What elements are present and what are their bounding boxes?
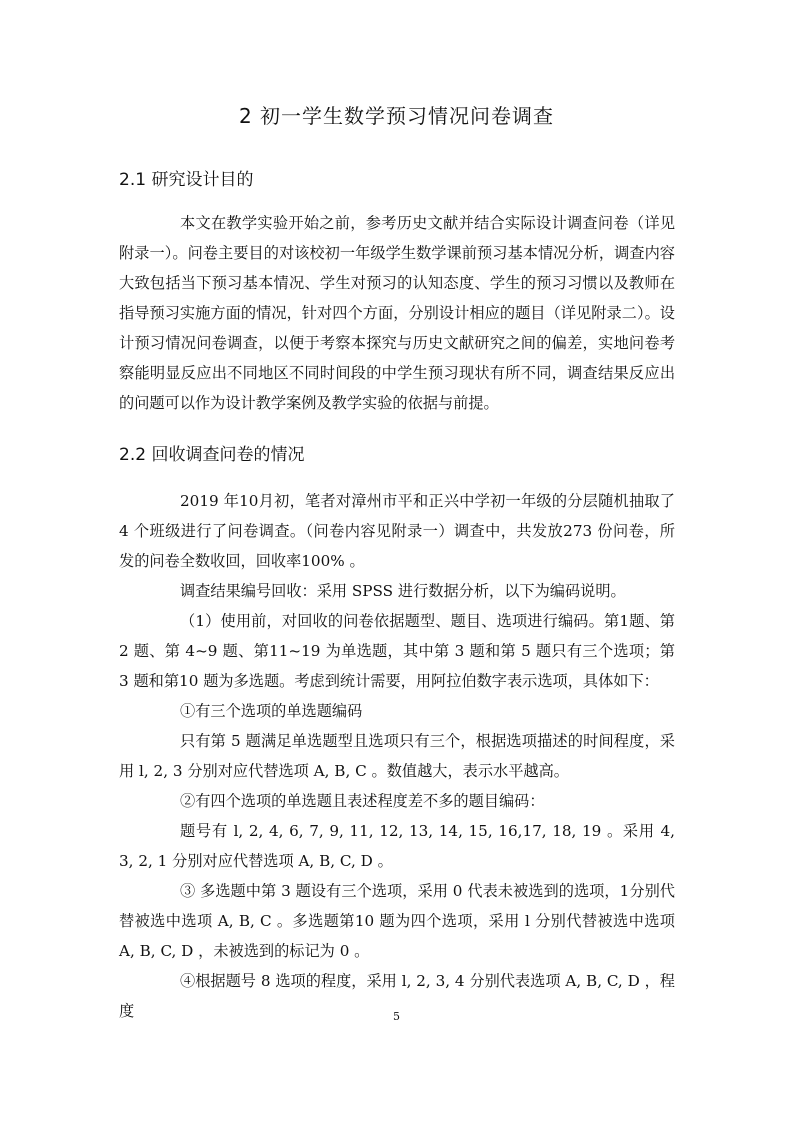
paragraph-survey-overview: 2019 年10月初，笔者对漳州市平和正兴中学初一年级的分层随机抽取了 4 个班级进行了问卷调查。（问卷内容见附录一）调查中，共发放273 份问卷，所发的问卷全数收回，回收率100% 。 xyxy=(119,492,675,570)
chapter-title: 2 初一学生数学预习情况问卷调查 xyxy=(238,104,555,128)
paragraph-coding-step-1: （1）使用前，对回收的问卷依据题型、题目、选项进行编码。第1题、第 2 题、第 4~9 题、第11~19 为单选题，其中第 3 题和第 5 题只有三个选项；第 3 题和第10 题为多选题。考虑到统计需要，用阿拉伯数字表示选项，具体如下： xyxy=(119,612,675,690)
paragraph-four-option-detail: 题号有 l, 2, 4, 6, 7, 9, 11, 12, 13, 14, 15, 16,17, 18, 19 。采用 4, 3, 2, 1 分别对应代替选项 A, B, C, D 。 xyxy=(119,822,675,870)
paragraph-question-8-detail: ④根据题号 8 选项的程度，采用 l, 2, 3, 4 分别代表选项 A, B, C, D ，程度 xyxy=(119,972,675,1020)
paragraph-three-option-detail: 只有第 5 题满足单选题型且选项只有三个，根据选项描述的时间程度，采用 l, 2, 3 分别对应代替选项 A, B, C 。数值越大，表示水平越高。 xyxy=(119,732,675,780)
paragraph-four-option-heading: ②有四个选项的单选题且表述程度差不多的题目编码： xyxy=(180,792,545,810)
paragraph-coding-intro: 调查结果编号回收：采用 SPSS 进行数据分析，以下为编码说明。 xyxy=(180,582,626,600)
section-heading-2-1: 2.1 研究设计目的 xyxy=(119,170,254,190)
page-number: 5 xyxy=(393,1010,400,1023)
section-heading-2-2: 2.2 回收调查问卷的情况 xyxy=(119,445,305,465)
paragraph-multi-select-detail: ③ 多选题中第 3 题设有三个选项，采用 0 代表未被选到的选项，1分别代替被选中选项 A, B, C 。多选题第10 题为四个选项，采用 l 分别代替被选中选项 A, B, C, D ，未被选到的标记为 0 。 xyxy=(119,882,675,960)
paragraph-research-purpose: 本文在教学实验开始之前，参考历史文献并结合实际设计调查问卷（详见附录一）。问卷主要目的对该校初一年级学生数学课前预习基本情况分析，调查内容大致包括当下预习基本情况、学生对预习的认知态度、学生的预习习惯以及教师在指导预习实施方面的情况，针对四个方面，分别设计相应的题目（详见附录二）。设计预习情况问卷调查，以便于考察本探究与历史文献研究之间的偏差，实地问卷考察能明显反应出不同地区不同时间段的中学生预习现状有所不同，调查结果反应出的问题可以作为设计教学案例及教学实验的依据与前提。 xyxy=(119,214,675,412)
paragraph-three-option-heading: ①有三个选项的单选题编码 xyxy=(180,702,363,720)
